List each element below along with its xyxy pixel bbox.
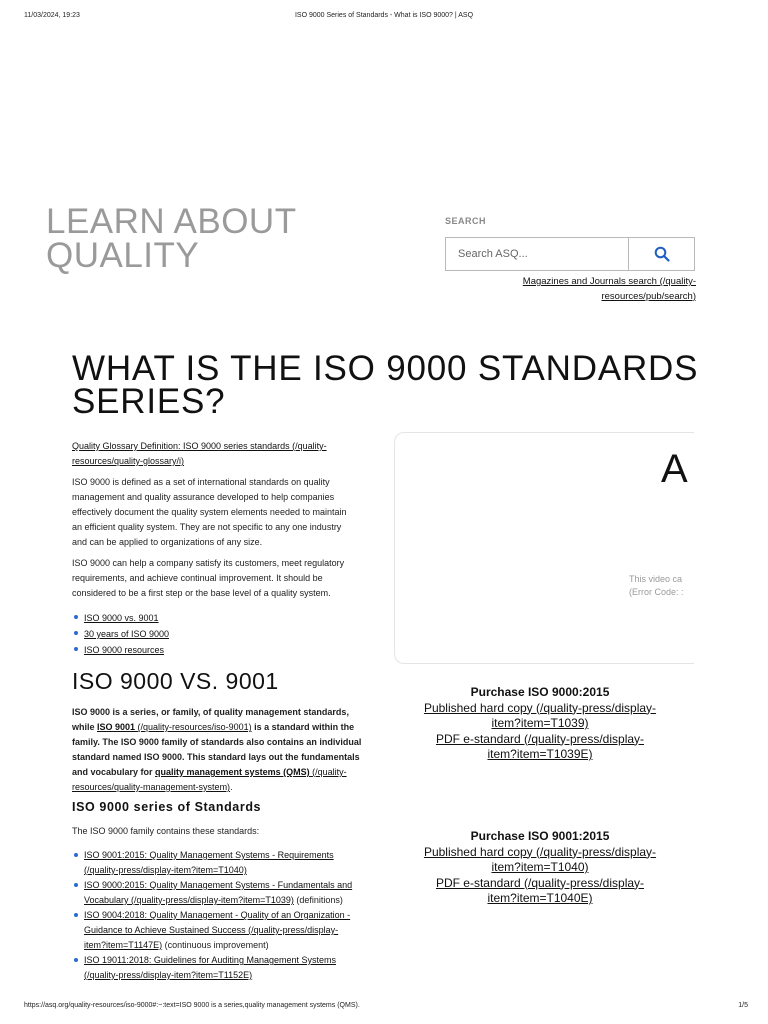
purchase-9001-hard-copy-link[interactable]: Published hard copy (/quality-press/display- item?item=T1040) (423, 844, 657, 874)
table-of-contents (72, 610, 372, 658)
magazines-journals-search-link[interactable]: Magazines and Journals search (/quality- resources/pub/search) (522, 276, 696, 302)
heading-line-1: LEARN ABOUT (46, 202, 297, 241)
print-page-title: ISO 9000 Series of Standards - What is ISO 9000? | ASQ (294, 12, 474, 19)
toc-item (72, 610, 372, 626)
purchase-iso-9000-box (410, 685, 670, 763)
iso-9000-series-heading: ISO 9000 series of Standards (72, 800, 262, 814)
toc-item (72, 626, 372, 642)
list-item: ISO 9000:2015: Quality Management Systems - Fundamentals and Vocabulary (/quality-press/display-item?item=T1039) (definitions) (72, 878, 372, 908)
print-url: https://asq.org/quality-resources/iso-9000#:~:text=ISO 9000 is a series,quality management systems (QMS). (24, 1002, 360, 1009)
standard-link-9001[interactable]: ISO 9001:2015: Quality Management Systems - Requirements (/quality-press/display-item?item=T1040) (84, 850, 334, 875)
search-form (445, 237, 695, 271)
iso-9001-link[interactable]: ISO 9001 (/quality-resources/iso-9001) (97, 722, 252, 732)
standard-link-9000[interactable]: ISO 9000:2015: Quality Management Systems - Fundamentals and Vocabulary (/quality-press/display-item?item=T1039) (84, 880, 353, 905)
purchase-9001-pdf-link[interactable]: PDF e-standard (/quality-press/display- item?item=T1040E) (435, 875, 645, 905)
purchase-9000-pdf-link[interactable]: PDF e-standard (/quality-press/display- item?item=T1039E) (435, 731, 645, 761)
intro-paragraph-1: ISO 9000 is defined as a set of international standards on quality management and quality assurance developed to help companies effectively document the quality system elements needed to maintain an efficient quality system. They are not specific to any one industry and can be applied to organizations of any size. (72, 477, 347, 547)
print-page-number: 1/5 (738, 1002, 748, 1009)
search-icon (654, 246, 670, 262)
search-button[interactable] (628, 238, 695, 270)
print-date: 11/03/2024, 19:23 (24, 12, 80, 19)
list-item (72, 848, 372, 878)
search-label: SEARCH (445, 216, 487, 226)
series-intro: The ISO 9000 family contains these standards: (72, 826, 260, 836)
purchase-iso-9001-title: Purchase ISO 9001:2015 (470, 829, 610, 843)
page-title: WHAT IS THE ISO 9000 STANDARDS SERIES? (72, 349, 699, 421)
glossary-definition-link[interactable]: Quality Glossary Definition: ISO 9000 series standards (/quality- resources/quality-glossary/i) (72, 441, 327, 466)
standards-list-wrap (72, 848, 372, 983)
toc-link-iso-9000-vs-9001[interactable]: ISO 9000 vs. 9001 (84, 613, 159, 623)
toc-item (72, 642, 372, 658)
video-embed[interactable] (394, 432, 694, 664)
video-error-message: This video ca (Error Code: : (629, 574, 684, 597)
toc-link-resources[interactable]: ISO 9000 resources (84, 645, 165, 655)
video-logo-fragment: A (661, 447, 688, 491)
purchase-9000-hard-copy-link[interactable]: Published hard copy (/quality-press/display- item?item=T1039) (423, 700, 657, 730)
intro-column (72, 439, 372, 658)
purchase-iso-9000-title: Purchase ISO 9000:2015 (470, 685, 610, 699)
learn-about-quality-heading (46, 202, 297, 275)
vs-paragraph: ISO 9000 is a series, or family, of quality management standards, while ISO 9001 (/quality-resources/iso-9001) is a standard within the family. The ISO 9000 family of standards also contains an individual standard named ISO 9000. This standard lays out the fundamentals and vocabulary for quality management systems (QMS) (/quality- resources/quality-management-system). (72, 707, 362, 792)
list-item: ISO 9004:2018: Quality Management - Quality of an Organization - Guidance to Achieve Sustained Success (/quality-press/display- item?item=T1147E) (continuous improvement) (72, 908, 372, 953)
purchase-iso-9001-box (410, 829, 670, 907)
standard-link-9004[interactable]: ISO 9004:2018: Quality Management - Quality of an Organization - Guidance to Achieve Sustained Success (/quality-press/display- item?item=T1147E) (84, 910, 351, 950)
search-input[interactable] (446, 238, 628, 270)
standards-list (72, 848, 372, 983)
qms-link[interactable]: quality management systems (QMS) (/quality- resources/quality-management-system) (72, 767, 347, 792)
heading-line-2: QUALITY (46, 236, 200, 275)
intro-paragraph-2: ISO 9000 can help a company satisfy its customers, meet regulatory requirements, and achieve continual improvement. It should be considered to be a first step or the base level of a quality system. (72, 558, 345, 598)
toc-link-30-years[interactable]: 30 years of ISO 9000 (84, 629, 170, 639)
iso-9000-vs-9001-heading: ISO 9000 VS. 9001 (72, 668, 279, 694)
standard-link-19011[interactable]: ISO 19011:2018: Guidelines for Auditing Management Systems (/quality-press/display-item?item=T1152E) (84, 955, 336, 980)
list-item (72, 953, 372, 983)
